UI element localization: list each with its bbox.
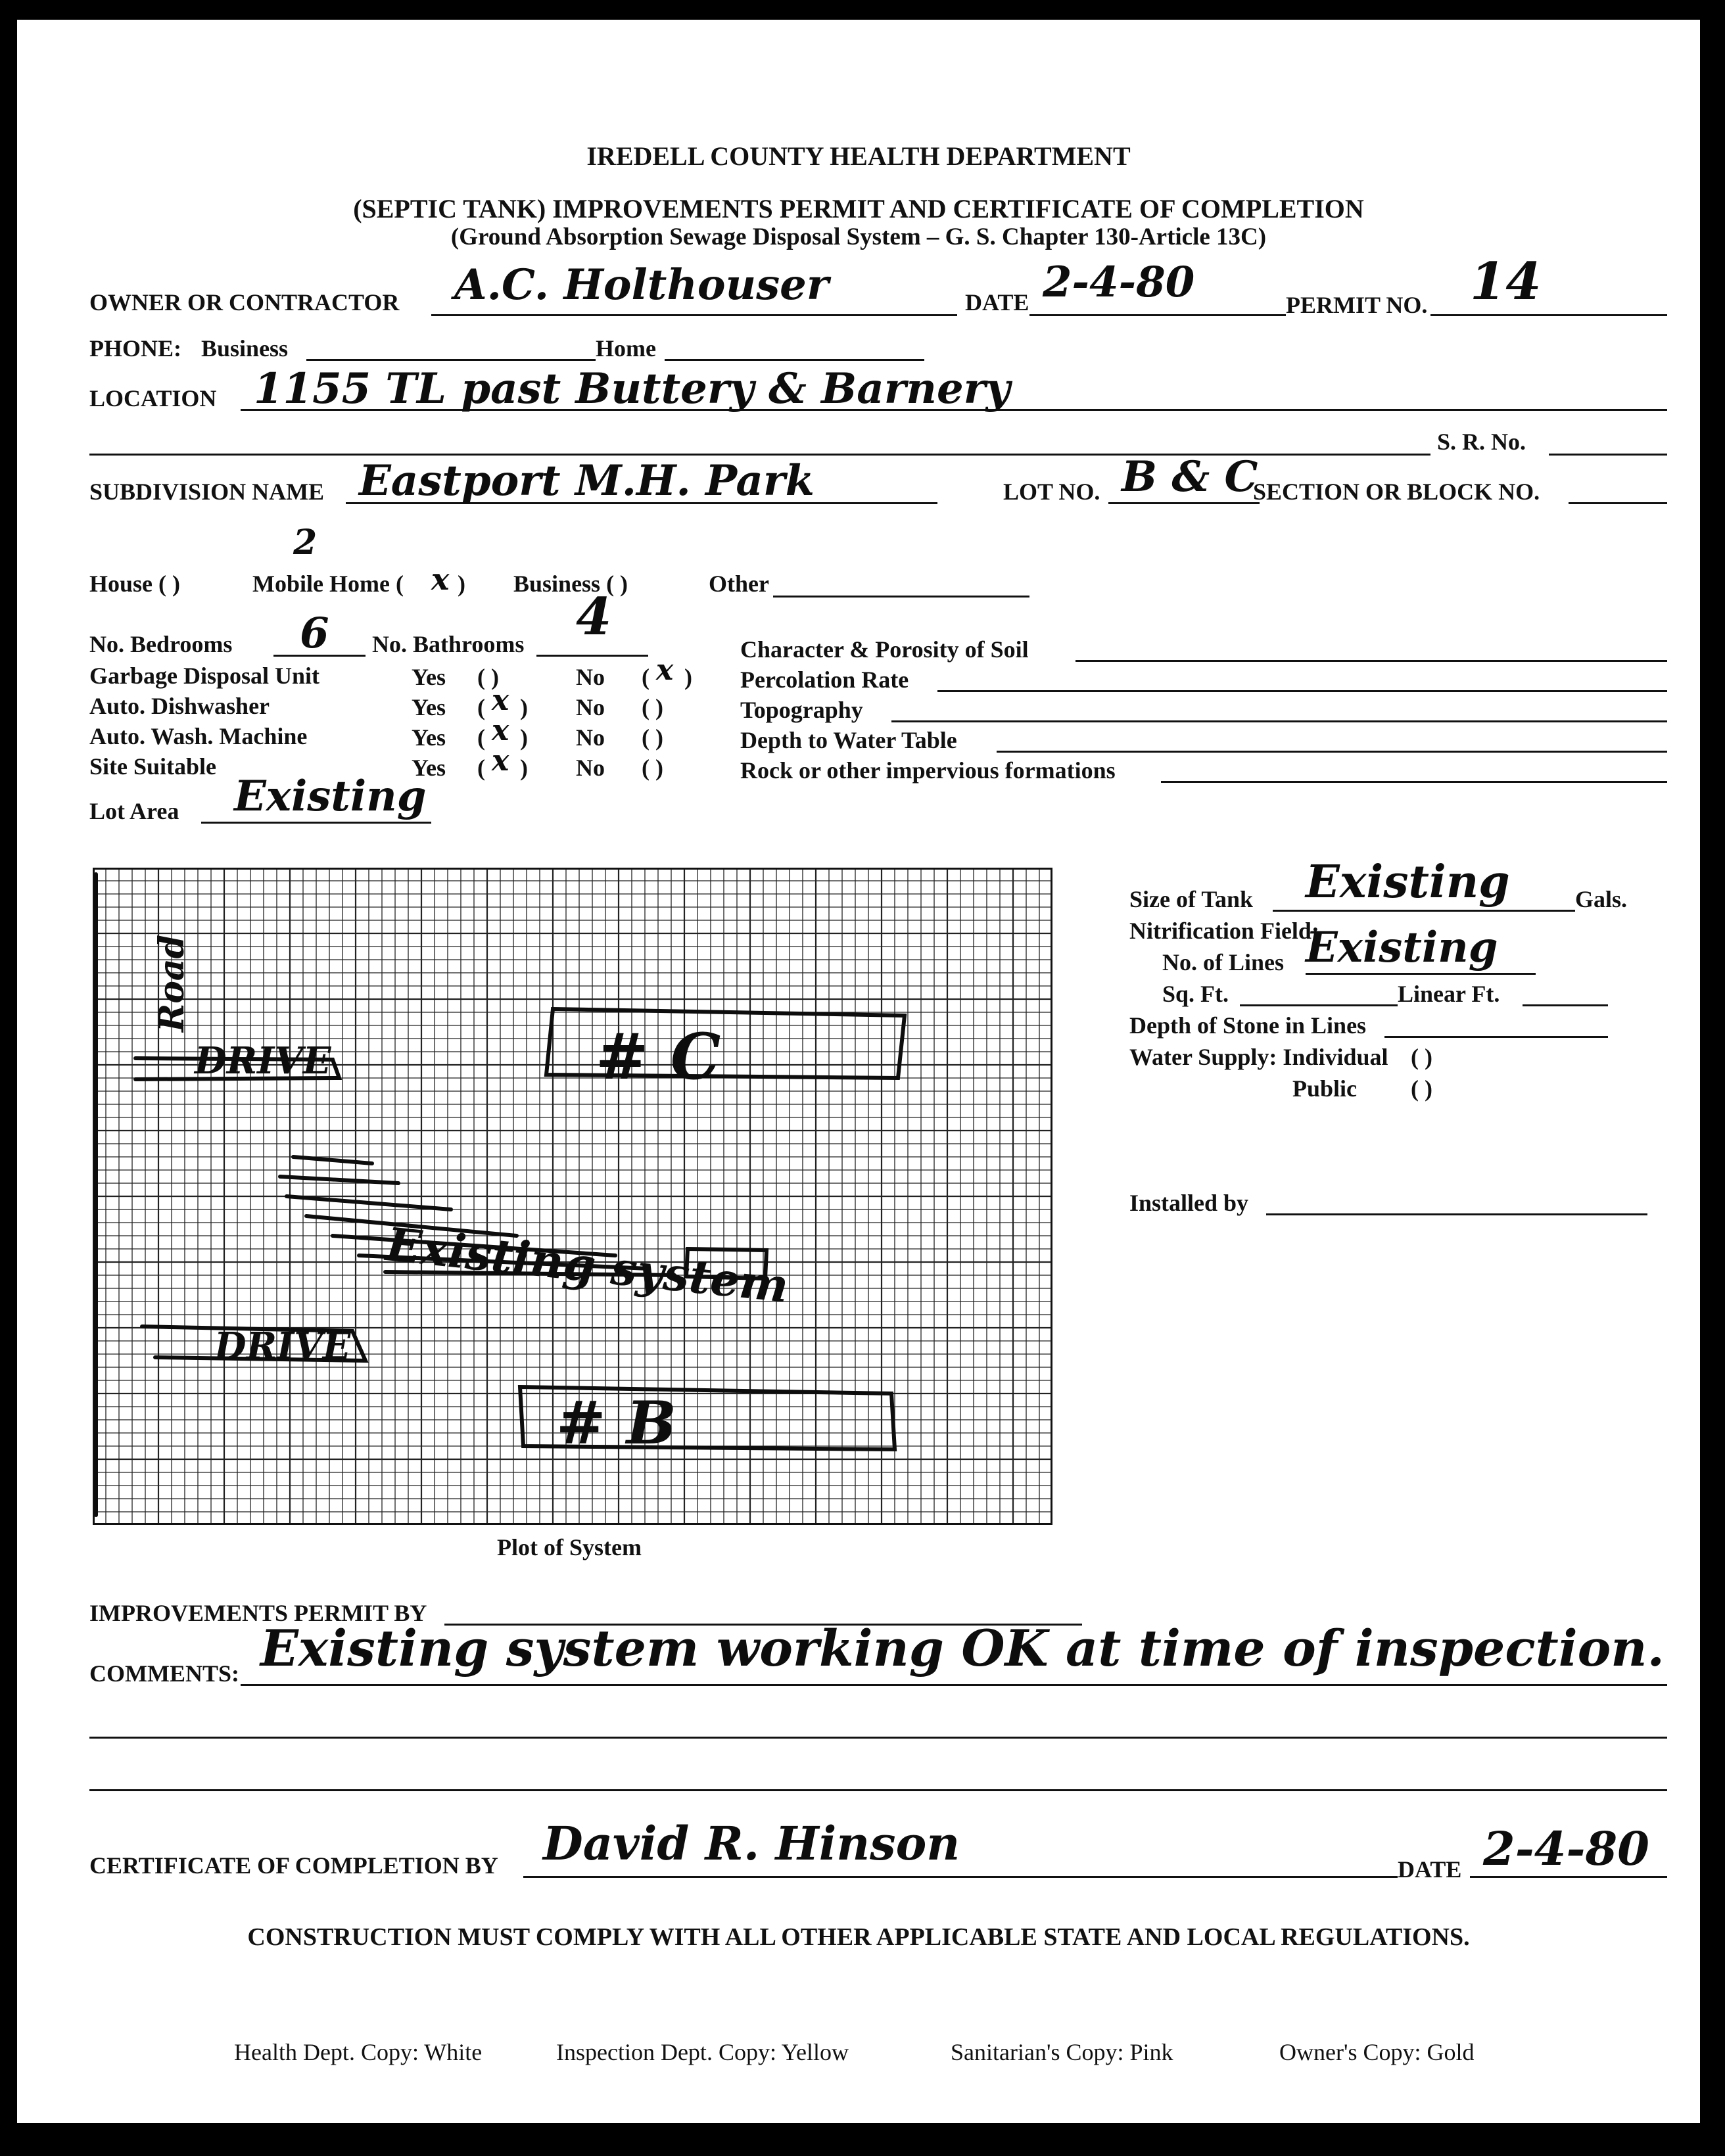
sr-no-label: S. R. No.	[1437, 429, 1526, 455]
dishwasher-yes-open[interactable]: (	[477, 694, 485, 720]
sqft-line	[1240, 1004, 1398, 1006]
garbage-label: Garbage Disposal Unit	[89, 663, 320, 689]
other-label: Other	[709, 571, 769, 597]
house-count-value: 2	[293, 523, 318, 563]
site-no-label: No	[576, 755, 605, 781]
business-phone-line	[306, 359, 596, 361]
dishwasher-yes-mark: x	[492, 684, 509, 717]
lines-line	[1306, 973, 1536, 975]
water-table-label: Depth to Water Table	[740, 727, 957, 753]
installed-line	[1266, 1213, 1647, 1215]
comments-line-3	[89, 1789, 1667, 1791]
dishwasher-yes-label: Yes	[412, 694, 446, 720]
cert-date-line	[1470, 1876, 1667, 1878]
comments-line-2	[89, 1737, 1667, 1739]
garbage-yes-box[interactable]: ( )	[477, 664, 499, 690]
cert-date-value: 2-4-80	[1483, 1821, 1649, 1876]
public-label: Public	[1292, 1075, 1358, 1102]
tank-label: Size of Tank	[1129, 886, 1254, 912]
topography-line	[891, 720, 1667, 722]
soil-line	[1075, 660, 1667, 662]
bathrooms-label: No. Bathrooms	[372, 631, 525, 657]
site-no-box[interactable]: ( )	[642, 755, 663, 781]
mobile-home-mark: x	[431, 561, 450, 597]
percolation-label: Percolation Rate	[740, 667, 909, 693]
copy-health: Health Dept. Copy: White	[234, 2039, 483, 2065]
form-subtitle: (Ground Absorption Sewage Disposal System – G. S. Chapter 130-Article 13C)	[450, 223, 1267, 250]
house-checkbox[interactable]: House ( )	[89, 571, 180, 597]
garbage-no-mark: x	[656, 653, 674, 687]
washer-yes-open[interactable]: (	[477, 724, 485, 751]
permit-no-value: 14	[1470, 252, 1542, 312]
rock-line	[1161, 781, 1667, 783]
percolation-line	[937, 690, 1667, 692]
form-title: (SEPTIC TANK) IMPROVEMENTS PERMIT AND CERTIFICATE OF COMPLETION	[353, 194, 1364, 223]
water-table-line	[997, 751, 1667, 753]
department-heading: IREDELL COUNTY HEALTH DEPARTMENT	[586, 141, 1131, 171]
cert-date-label: DATE	[1398, 1856, 1462, 1883]
section-block-line	[1569, 502, 1667, 504]
section-block-label: SECTION OR BLOCK NO.	[1253, 479, 1540, 505]
tank-line	[1273, 910, 1575, 912]
subdivision-value: Eastport M.H. Park	[359, 456, 815, 505]
installed-label: Installed by	[1129, 1190, 1249, 1216]
garbage-yes-label: Yes	[412, 664, 446, 690]
site-yes-close: )	[520, 755, 528, 781]
owner-line	[431, 314, 957, 316]
location-label: LOCATION	[89, 385, 217, 411]
sr-no-line	[1549, 454, 1667, 456]
home-phone-label: Home	[596, 335, 656, 362]
site-label: Site Suitable	[89, 753, 217, 780]
sqft-label: Sq. Ft.	[1162, 981, 1229, 1007]
public-box[interactable]: ( )	[1411, 1075, 1432, 1102]
lot-area-line	[201, 822, 431, 824]
linear-line	[1523, 1004, 1608, 1006]
permit-no-label: PERMIT NO.	[1286, 292, 1428, 318]
lot-c-label: # C	[596, 1019, 721, 1094]
date-value: 2-4-80	[1043, 258, 1195, 307]
bathrooms-line	[536, 655, 648, 657]
compliance-notice: CONSTRUCTION MUST COMPLY WITH ALL OTHER APPLICABLE STATE AND LOCAL REGULATIONS.	[247, 1923, 1470, 1951]
comments-label: COMMENTS:	[89, 1660, 239, 1687]
road-label: Road	[152, 935, 192, 1032]
dishwasher-no-box[interactable]: ( )	[642, 694, 663, 720]
permit-form	[17, 20, 1700, 2123]
existing-system-label: Existing system	[383, 1217, 792, 1313]
date-line	[1029, 314, 1286, 316]
phone-label: PHONE:	[89, 335, 181, 362]
mobile-home-checkbox[interactable]: Mobile Home (	[252, 571, 404, 597]
lot-no-label: LOT NO.	[1003, 479, 1100, 505]
dishwasher-no-label: No	[576, 694, 605, 720]
business-checkbox[interactable]: Business ( )	[513, 571, 628, 597]
other-line	[773, 596, 1029, 598]
nitrification-label: Nitrification Field:	[1129, 918, 1319, 944]
permit-no-line	[1430, 314, 1667, 316]
copy-owner: Owner's Copy: Gold	[1279, 2039, 1475, 2065]
stone-label: Depth of Stone in Lines	[1129, 1012, 1367, 1039]
certificate-label: CERTIFICATE OF COMPLETION BY	[89, 1852, 498, 1879]
signature-value: David R. Hinson	[543, 1816, 960, 1871]
home-phone-line	[665, 359, 924, 361]
comments-value: Existing system working OK at time of inspection.	[260, 1619, 1665, 1677]
dishwasher-label: Auto. Dishwasher	[89, 693, 270, 719]
business-phone-label: Business	[201, 335, 289, 362]
soil-label: Character & Porosity of Soil	[740, 636, 1029, 663]
copy-inspection: Inspection Dept. Copy: Yellow	[556, 2039, 849, 2065]
owner-label: OWNER OR CONTRACTOR	[89, 289, 400, 316]
water-supply-label: Water Supply: Individual	[1129, 1044, 1388, 1070]
washer-label: Auto. Wash. Machine	[89, 723, 308, 749]
washer-yes-mark: x	[492, 714, 509, 747]
topography-label: Topography	[740, 697, 863, 723]
drive-top-label: DRIVE	[195, 1039, 331, 1083]
lot-no-line	[1108, 502, 1260, 504]
washer-yes-close: )	[520, 724, 528, 751]
garbage-no-close: )	[684, 664, 692, 690]
location-value: 1155 TL past Buttery & Barnery	[254, 364, 1010, 413]
owner-value: A.C. Holthouser	[454, 260, 829, 310]
bedrooms-label: No. Bedrooms	[89, 631, 233, 657]
stone-line	[1384, 1036, 1608, 1038]
lot-area-label: Lot Area	[89, 798, 179, 824]
drive-bottom-label: DRIVE	[214, 1324, 351, 1368]
washer-yes-label: Yes	[412, 724, 446, 751]
lot-b-label: # B	[556, 1388, 676, 1458]
certificate-line	[523, 1876, 1398, 1878]
subdivision-label: SUBDIVISION NAME	[89, 479, 325, 505]
tank-value: Existing	[1306, 856, 1510, 908]
comments-line-1	[241, 1684, 1667, 1686]
site-yes-open[interactable]: (	[477, 755, 485, 781]
washer-no-box[interactable]: ( )	[642, 724, 663, 751]
dishwasher-yes-close: )	[520, 694, 528, 720]
permit-by-label: IMPROVEMENTS PERMIT BY	[89, 1600, 427, 1626]
individual-box[interactable]: ( )	[1411, 1044, 1432, 1070]
garbage-no-label: No	[576, 664, 605, 690]
lines-label: No. of Lines	[1162, 949, 1285, 975]
washer-no-label: No	[576, 724, 605, 751]
plot-caption: Plot of System	[497, 1534, 642, 1560]
lot-no-value: B & C	[1122, 452, 1258, 502]
bathrooms-value: 4	[576, 587, 612, 647]
site-yes-label: Yes	[412, 755, 446, 781]
mobile-home-close: )	[458, 571, 465, 597]
rock-label: Rock or other impervious formations	[740, 757, 1116, 784]
bedrooms-value: 6	[300, 609, 329, 658]
linear-label: Linear Ft.	[1398, 981, 1500, 1007]
date-label: DATE	[965, 289, 1029, 316]
lines-value: Existing	[1306, 923, 1498, 972]
copy-sanitarian: Sanitarian's Copy: Pink	[951, 2039, 1173, 2065]
site-yes-mark: x	[492, 744, 509, 778]
gals-label: Gals.	[1575, 886, 1628, 912]
lot-area-value: Existing	[234, 772, 427, 821]
garbage-no-open[interactable]: (	[642, 664, 650, 690]
